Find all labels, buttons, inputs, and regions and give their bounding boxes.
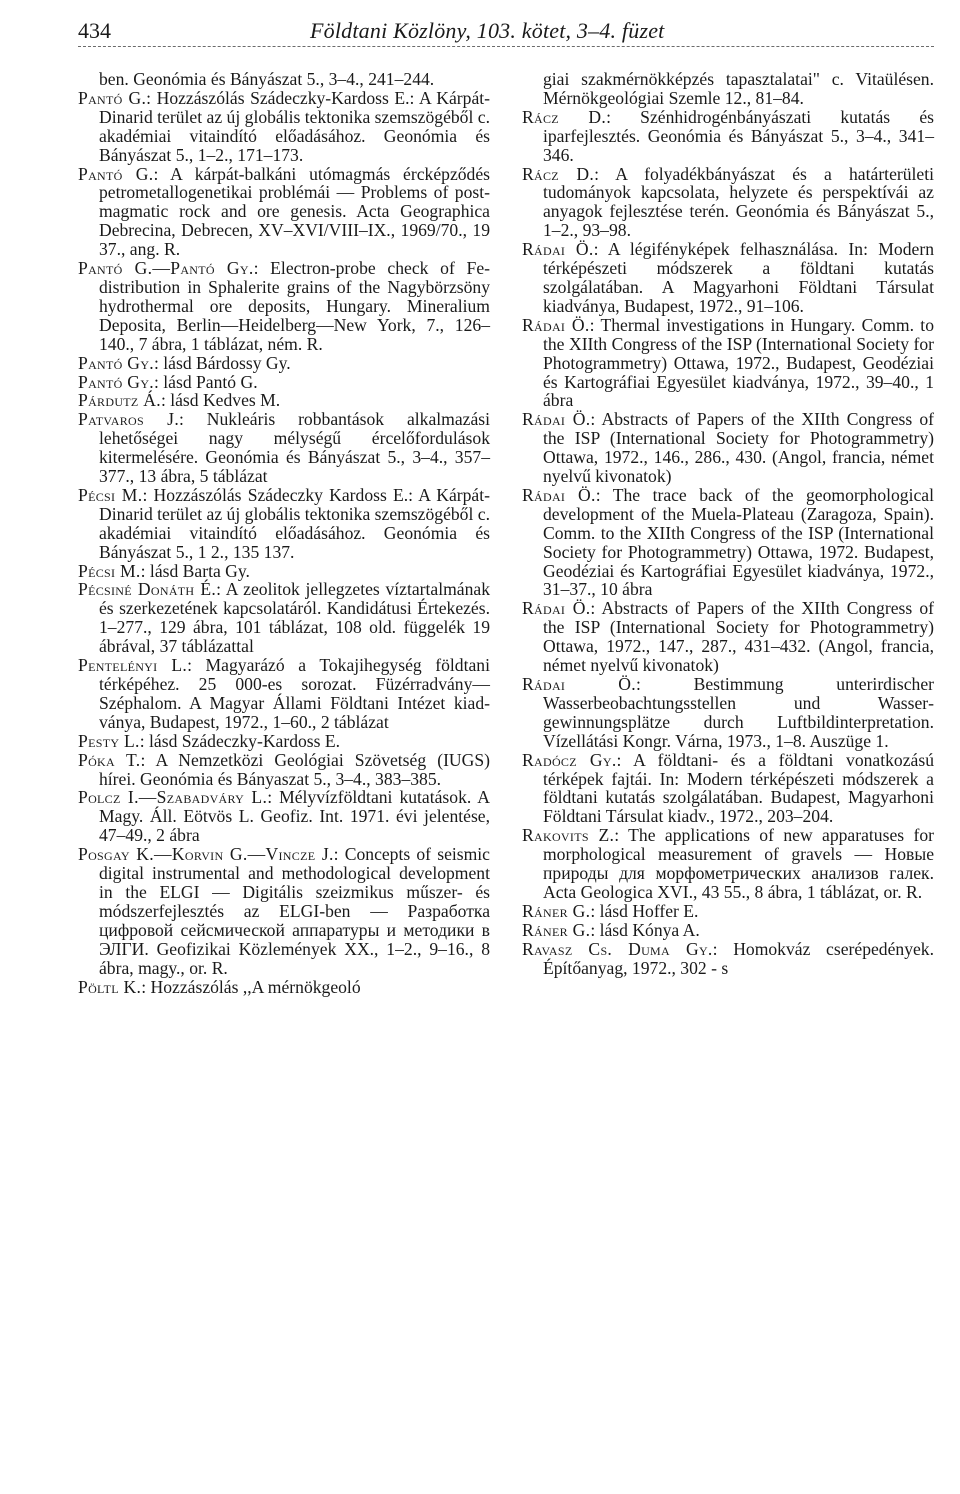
entry-text: : A légifényképek felhasználása. In: Modern térképészeti módszerek a földtani kutatás szolgálatában. A Magyarhoni Földtani Társulat kiadványa, Budapest, 1972., 91–106. [543, 239, 934, 316]
bibliography-entry [78, 845, 490, 977]
entry-text: giai szakmérnökképzés tapasztalatai" c. Vitaülésen. Mérnökgeológiai Szemle 12., 81–84. [543, 69, 934, 108]
entry-text: : A zeolitok jellegzetes víztartalmának és szerkezetének kapcsolatáról. Kandidátusi Értekezés. 1–277., 129 ábra, 101 táblázat, 108 old. függelék 19 ábrával, 37 táblázattal [99, 579, 490, 657]
entry-text: : Concepts of seismic digital instrumental and methodological development in the ELGI — Digitális szeizmikus műszer- és módszerfejlesztés az ELGI-ben — Разработка цифровой сейсмической аппаратуры и методики в ЭЛГИ. Geofizikai Közlemények XX., 1–2., 9–16., 8 ábra, magy., or. R. [99, 844, 490, 978]
entry-text: : lásd Kedves M. [160, 390, 281, 411]
entry-text: : lásd Barta Gy. [140, 560, 250, 581]
entry-author: Ráner G. [522, 919, 591, 940]
entry-text: : A folyadékbányászat és a határterületi tudományok kapcsolata, helyzete és perspektívái az anyagok fejlesztése terén. Geonómia és Bányászat 5., 1–2., 93–98. [543, 163, 935, 241]
entry-text: : Nukleáris robbantások alkalmazási lehetőségei nagy mélységű ércelőfordulások kitermelésére. Geonómia és Bányászat 5., 3–4., 357–377., 13 ábra, 5 táblázat [99, 409, 490, 487]
bibliography-entry [522, 486, 934, 599]
entry-author: Rácz D. [522, 106, 607, 127]
bibliography-entry [78, 788, 490, 845]
entry-text: : Electron-probe check of Fe-distribution in Sphalerite grains of the Nagybörzsöny hydrothermal ore deposits, Hungary. Mineralium Deposita, Berlin—Heidelberg—New York, 7., 126–140., 7 ábra, 1 táblázat, ném. R. [99, 258, 491, 354]
bibliography-entry [78, 751, 490, 789]
entry-author: Pantó G. [78, 87, 147, 108]
entry-text: : Hozzászólás Szádeczky-Kardoss E.: A Kárpát-Dinarid terület az új globális tektonika szemszögéből c. akadémiai vitaindító előadásához. Geonómia és Bányászat 5., 1–2., 171–173. [99, 87, 490, 165]
entry-text: : The applications of new apparatuses for morphological measurement of gravels — Новые природы для морфометрических анализов галек. Acta Geologica XVI., 43 55., 8 ábra, 1 táblázat, or. R. [543, 825, 934, 902]
bibliography-entry [78, 410, 490, 486]
bibliography-entry [522, 316, 934, 411]
bibliography-entry [78, 373, 490, 392]
entry-author: Patvaros J. [78, 409, 180, 430]
entry-text: : Homokváz cserépedények. Építőanyag, 1972., 302 [543, 938, 935, 978]
bibliography-entry [78, 70, 490, 89]
bibliography-entry [522, 921, 934, 940]
bibliography-entry [522, 902, 934, 921]
entry-text: : Szénhidrogénbányászati kutatás és iparfejlesztés. Geonómia és Bányászat 5., 3–4., 341–346. [543, 106, 934, 165]
entry-author: Pantó G. [78, 163, 154, 184]
bibliography-entry [78, 354, 490, 373]
entry-author: Pöltl K. [78, 976, 142, 997]
page-number: 434 [78, 18, 111, 43]
entry-author: Posgay K.—Korvin G.—Vincze J. [78, 844, 334, 865]
entry-author: Rádai Ö. [522, 598, 591, 619]
entry-text: : lásd Bárdossy Gy. [153, 352, 291, 373]
bibliography-entry [522, 108, 934, 165]
entry-text: : Hozzászólás Szádeczky Kardoss E.: A Kárpát-Dinarid terület az új globális tektonika szemszögéből c. akadémiai vitaindító előadásához. Geonómia és Bányászat 5., 1 2., 135 137. [99, 484, 490, 562]
entry-author: Rakovits Z. [522, 825, 615, 846]
bibliography-entry [78, 562, 490, 581]
bibliography-entry [522, 410, 934, 486]
bibliography-entry [522, 751, 934, 827]
bibliography-entry [522, 240, 934, 316]
bibliography-entry [522, 165, 934, 241]
entry-author: Pesty L. [78, 730, 140, 751]
bibliography-entry [78, 165, 490, 260]
bibliography-entry [522, 70, 934, 108]
entry-author: Rácz D. [522, 163, 595, 184]
bibliography-entry [78, 259, 490, 354]
entry-author: Ravasz Cs. Duma Gy. [522, 938, 713, 959]
entry-author: Ráner G. [522, 900, 591, 921]
entry-author: Pécsiné Donáth É. [78, 579, 217, 600]
bibliography-entry [78, 978, 490, 997]
entry-text: : lásd Kónya A. [590, 919, 700, 940]
entry-text: : A földtani- és a földtani vonatkozású térképek fajtái. In: Modern térképészeti módszerek a földtani kutatás szolgálatában. Budapest, Magyarhoni Földtani Társulat kiadv., 1972., 203–204. [543, 749, 934, 827]
journal-title: Földtani Közlöny, 103. kötet, 3–4. füzet [310, 18, 665, 43]
entry-author: Pécsi M. [78, 484, 143, 505]
entry-author: Rádai Ö. [522, 314, 590, 335]
bibliography-entry [78, 656, 490, 732]
bibliography-entry [522, 826, 934, 902]
entry-text: : lásd Szádeczky-Kardoss E. [139, 730, 341, 751]
entry-author: Rádai Ö. [522, 484, 596, 505]
entry-author: Pentelényi L. [78, 655, 188, 676]
entry-text: : Abstracts of Papers of the XIIth Congress of the ISP (International Society for Photogrammetry) Ottawa, 1972., 146., 286., 430. (Angol, francia, német nyelvű kivonatok) [543, 409, 935, 487]
entry-author: Radócz Gy. [522, 749, 617, 770]
bibliography-entry [78, 580, 490, 656]
entry-author: Pécsi M. [78, 560, 141, 581]
entry-author: Párdutz Á. [78, 390, 161, 411]
entry-text: : Magyarázó a Tokajihegység földtani térképéhez. 25 000-es sorozat. Füzérradvány—Széphalom. A Magyar Állami Földtani Intézet kiadványa, Budapest, 1972., 1–60., 2 táblázat [99, 655, 490, 732]
bibliography-entry [78, 732, 490, 751]
entry-text: : Abstracts of Papers of the XIIth Congress of the ISP (International Society for Photogrammetry) Ottawa, 1972., 147., 287., 431–432. (Angol, francia, német nyelvű kivonatok) [543, 598, 935, 676]
entry-author: Rádai Ö. [522, 239, 594, 260]
running-header [78, 14, 938, 46]
entry-text: : lásd Pantó G. [153, 371, 258, 392]
entry-author: Pantó Gy. [78, 352, 154, 373]
right-column [522, 70, 934, 978]
left-column [78, 70, 490, 996]
entry-author: Pantó G.—Pantó Gy. [78, 258, 254, 279]
bibliography-entry [78, 89, 490, 165]
entry-author: Pantó Gy. [78, 371, 154, 392]
bibliography-entry [522, 599, 934, 675]
entry-author: Póka T. [78, 749, 141, 770]
entry-tail-mark: - s [711, 957, 729, 978]
bibliography-entry [522, 940, 934, 978]
entry-text: : lásd Hoffer E. [590, 900, 699, 921]
bibliography-entry [78, 391, 490, 410]
entry-text: ben. Geonómia és Bányászat 5., 3–4., 241–244. [99, 69, 435, 89]
entry-text: : Bestimmung unterirdischer Wasserbeobachtungsstellen und Wassergewinnungsplätze durch Luftbildinterpretation. Vízellátási Kongr. Várna, 1973., 1–8. Auszüge 1. [543, 674, 934, 751]
entry-text: : A kárpát-balkáni utómagmás ércképződés petrometallogenetikai problémái — Problems of post-magmatic rock and ore genesis. Acta Geographica Debrecina, Debrecen, XV–XVI/VIII–IX., 1969/70., 19 37., ang. R. [99, 163, 490, 260]
entry-text: : Mélyvízföldtani kutatások. A Magy. Áll. Eötvös L. Geofiz. Int. 1971. évi jelentése, 47–49., 2 ábra [99, 787, 491, 846]
header-rule [78, 46, 934, 47]
entry-text: : A Nemzetközi Geológiai Szövetség (IUGS) hírei. Geonómia és Bányaszat 5., 3–4., 383–385. [99, 749, 490, 789]
entry-text: : Thermal investigations in Hungary. Comm. to the XIIth Congress of the ISP (International Society for Photogrammetry) Ottawa, 1972., Budapest, Geodéziai és Kartográfiai Egyesület kiadványa, 1972., 39–40., 1 ábra [543, 314, 934, 411]
bibliography-entry [78, 486, 490, 562]
entry-text: : Hozzászólás ,,A mérnökgeoló [141, 976, 361, 997]
entry-author: Rádai Ö. [522, 674, 636, 694]
bibliography-entry [522, 675, 934, 751]
entry-author: Rádai Ö. [522, 409, 591, 430]
entry-text: : The trace back of the geomorphological development of the Muela-Plateau (Zaragoza, Spain). Comm. to the XIIth Congress of the ISP (International Society for Photogrammetry) Ottawa, 1972. Budapest, Geodéziai és Kartográfiai Egyesület kiadványa, 1972., 31–37., 10 ábra [543, 484, 934, 600]
entry-author: Polcz I.—Szabadváry L. [78, 787, 268, 808]
